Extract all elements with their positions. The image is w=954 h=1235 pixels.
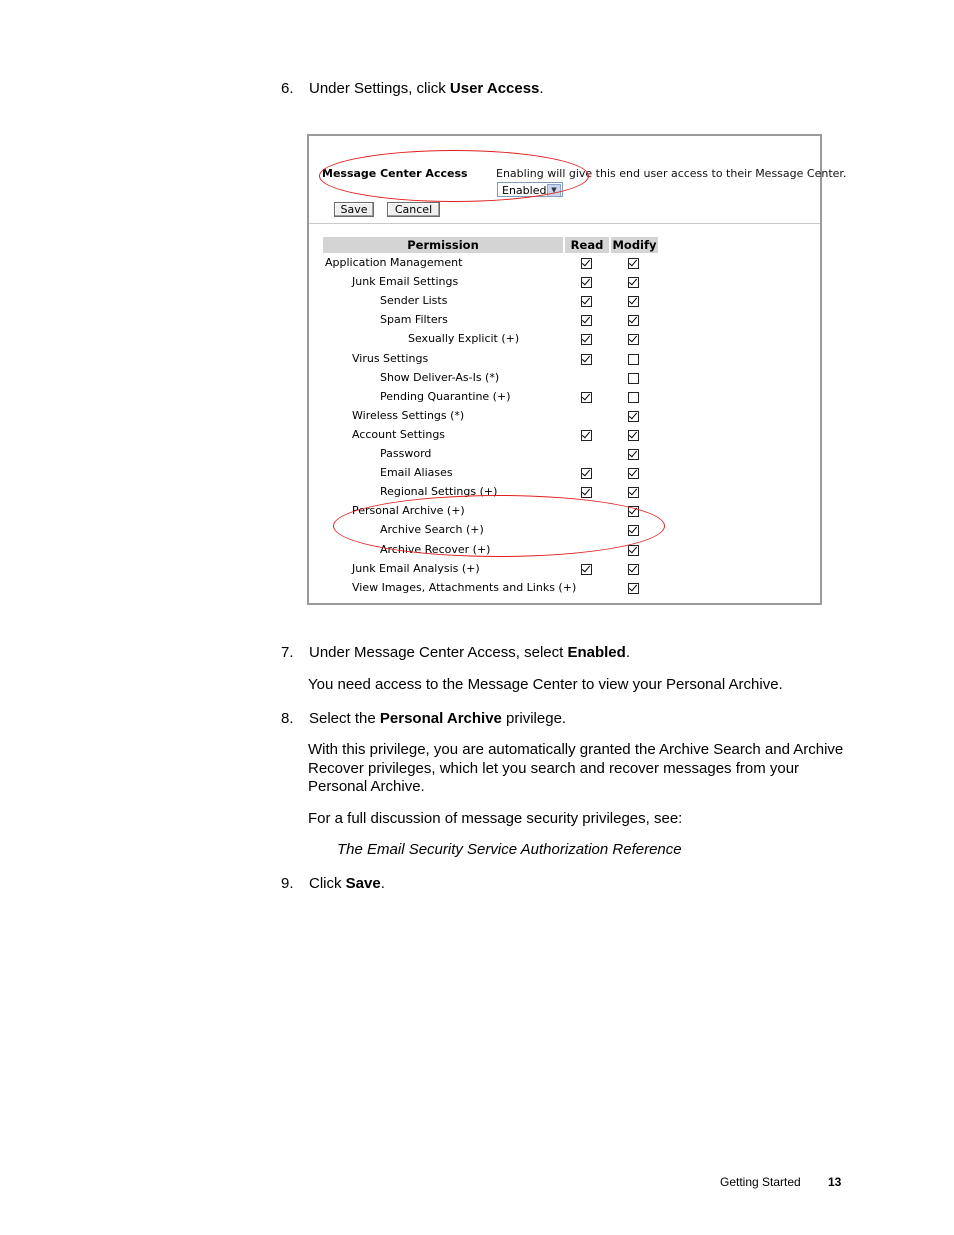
modify-checkbox[interactable] — [628, 487, 639, 498]
step-text-end: . — [539, 80, 544, 97]
select-value: Enabled — [502, 184, 547, 197]
message-center-access-title: Message Center Access — [322, 167, 468, 180]
message-center-access-hint: Enabling will give this end user access to their Message Center. — [496, 167, 847, 180]
read-checkbox[interactable] — [581, 564, 592, 575]
read-checkbox[interactable] — [581, 392, 592, 403]
read-checkbox[interactable] — [581, 296, 592, 307]
permission-label: Sender Lists — [380, 294, 448, 308]
permission-label: Wireless Settings (*) — [352, 408, 465, 422]
modify-checkbox[interactable] — [628, 354, 639, 365]
modify-checkbox[interactable] — [628, 296, 639, 307]
permission-header: Permission — [323, 237, 563, 253]
permission-label: Sexually Explicit (+) — [408, 332, 520, 346]
modify-checkbox[interactable] — [628, 411, 639, 422]
read-checkbox[interactable] — [581, 487, 592, 498]
permission-label: Pending Quarantine (+) — [380, 389, 511, 403]
step-7-note: You need access to the Message Center to view your Personal Archive. — [308, 676, 783, 693]
highlight-circle-archive — [333, 495, 665, 557]
read-checkbox[interactable] — [581, 277, 592, 288]
modify-checkbox[interactable] — [628, 334, 639, 345]
step-text: Click — [309, 875, 346, 892]
step-bold: User Access — [449, 80, 540, 97]
chevron-down-icon[interactable]: ▼ — [547, 184, 561, 197]
step-number: 9. — [281, 875, 294, 892]
modify-checkbox[interactable] — [628, 315, 639, 326]
modify-checkbox[interactable] — [628, 430, 639, 441]
step-text-end: . — [625, 644, 630, 661]
step-8-note: With this privilege, you are automatically granted the Archive Search and Archive Recover privileges, which let you search and recover messages from your Personal Archive. — [308, 741, 844, 795]
step-number: 8. — [281, 710, 294, 727]
step-text-end: privilege. — [501, 710, 567, 727]
step-bold: Personal Archive — [379, 710, 502, 727]
step-bold: Save — [345, 875, 381, 892]
step-text: Select the — [309, 710, 380, 727]
modify-checkbox[interactable] — [628, 373, 639, 384]
read-checkbox[interactable] — [581, 468, 592, 479]
read-checkbox[interactable] — [581, 258, 592, 269]
read-header: Read — [565, 237, 609, 253]
highlight-circle-access — [319, 150, 589, 202]
cancel-button[interactable]: Cancel — [387, 202, 440, 217]
step-number: 6. — [281, 80, 294, 97]
modify-checkbox[interactable] — [628, 277, 639, 288]
read-checkbox[interactable] — [581, 315, 592, 326]
step-number: 7. — [281, 644, 294, 661]
step-text: Under Settings, click — [309, 80, 450, 97]
save-button[interactable]: Save — [334, 202, 374, 217]
page-number: 13 — [828, 1175, 842, 1189]
permission-label: Password — [380, 447, 432, 460]
step-text-end: . — [380, 875, 385, 892]
permission-label: Spam Filters — [380, 313, 448, 327]
modify-checkbox[interactable] — [628, 449, 639, 460]
reference-title: The Email Security Service Authorization Reference — [337, 841, 682, 858]
modify-checkbox[interactable] — [628, 545, 639, 556]
permission-label: Virus Settings — [352, 351, 429, 365]
read-checkbox[interactable] — [581, 430, 592, 441]
permission-label: Junk Email Analysis (+) — [352, 561, 480, 575]
modify-header: Modify — [612, 238, 657, 252]
modify-checkbox[interactable] — [628, 564, 639, 575]
divider — [309, 223, 820, 224]
permission-label: Regional Settings (+) — [380, 485, 498, 499]
permission-label: Junk Email Settings — [352, 275, 459, 289]
permission-label: Archive Recover (+) — [380, 542, 491, 556]
permission-label: Email Aliases — [380, 466, 453, 480]
modify-checkbox[interactable] — [628, 258, 639, 269]
modify-checkbox[interactable] — [628, 583, 639, 594]
step-text: Under Message Center Access, select — [309, 644, 568, 661]
permission-label: Personal Archive (+) — [352, 504, 465, 518]
read-checkbox[interactable] — [581, 334, 592, 345]
read-checkbox[interactable] — [581, 354, 592, 365]
permission-label: Show Deliver-As-Is (*) — [380, 370, 500, 384]
permission-label: Archive Search (+) — [380, 523, 484, 537]
permission-label: Account Settings — [352, 427, 446, 441]
modify-checkbox[interactable] — [628, 468, 639, 479]
permission-label: Application Management — [325, 256, 463, 269]
step-8-see: For a full discussion of message security privileges, see: — [308, 810, 683, 827]
modify-checkbox[interactable] — [628, 392, 639, 403]
permission-label: View Images, Attachments and Links (+) — [352, 580, 577, 594]
user-access-screenshot — [307, 134, 847, 605]
footer-section: Getting Started — [720, 1175, 801, 1189]
step-bold: Enabled — [567, 644, 626, 661]
